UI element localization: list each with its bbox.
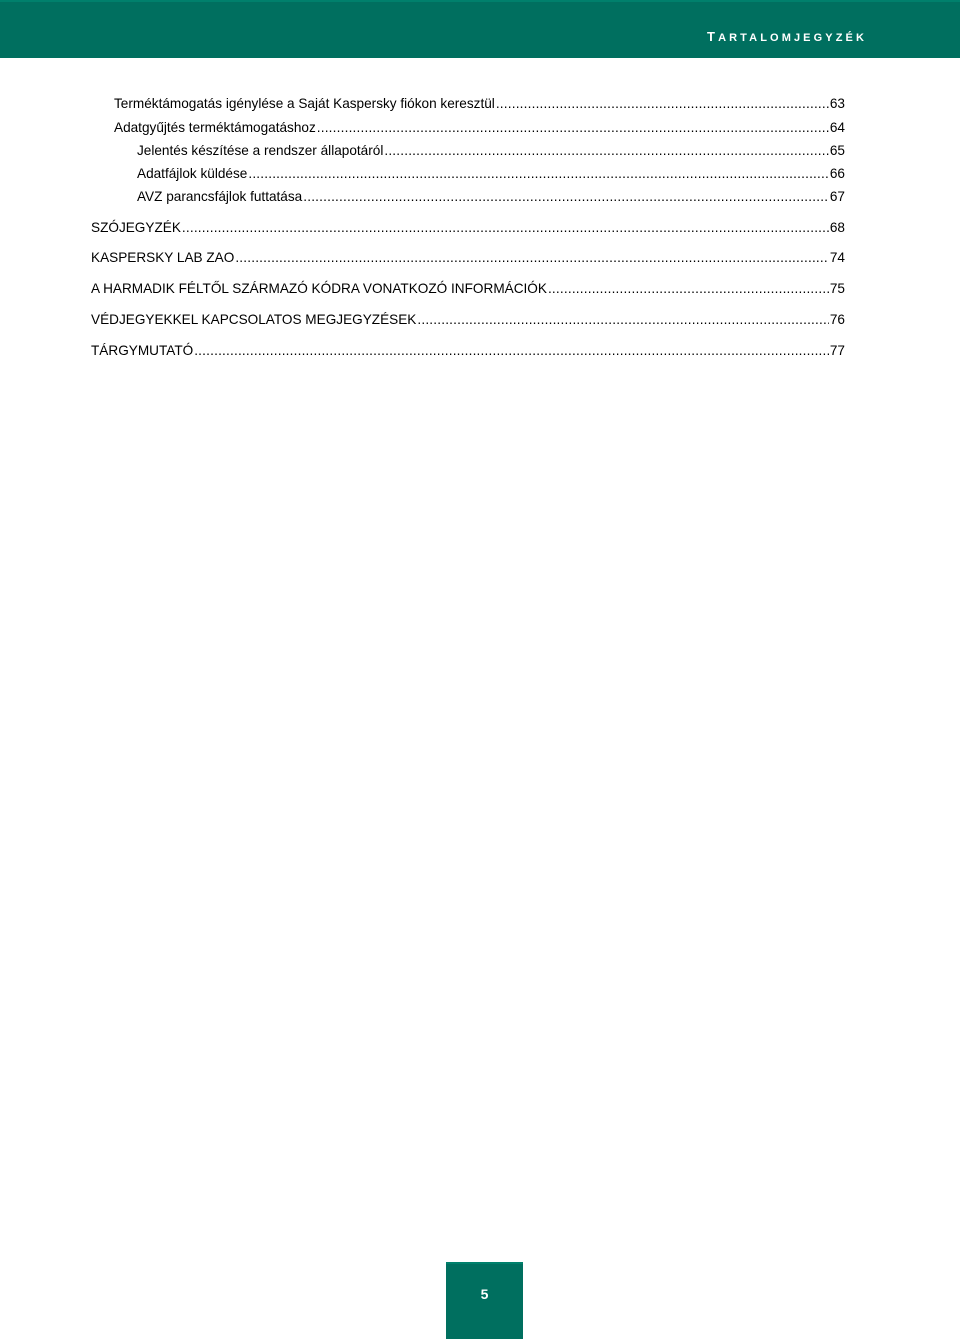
toc-entry-label: A HARMADIK FÉLTŐL SZÁRMAZÓ KÓDRA VONATKOZÓ INFORMÁCIÓK — [91, 281, 547, 296]
toc-entry-label: AVZ parancsfájlok futtatása — [137, 189, 303, 204]
toc-entry[interactable] — [91, 219, 845, 236]
page-number-box — [446, 1262, 523, 1339]
toc-entry[interactable] — [91, 311, 845, 328]
toc-entry[interactable] — [91, 280, 845, 297]
toc-entry[interactable] — [91, 249, 845, 266]
toc-leader-dots — [303, 188, 829, 205]
toc-entry-page: 74 — [829, 250, 845, 265]
toc-entry-page: 66 — [829, 166, 845, 181]
toc-entry-label: Jelentés készítése a rendszer állapotáról — [137, 143, 384, 158]
toc-entry-page: 63 — [829, 96, 845, 111]
toc-entry[interactable] — [137, 188, 845, 205]
header-band — [0, 0, 960, 58]
toc-entry[interactable] — [114, 95, 845, 112]
toc-leader-dots — [384, 142, 829, 159]
toc-entry-label: KASPERSKY LAB ZAO — [91, 250, 235, 265]
toc-leader-dots — [496, 95, 829, 112]
toc-entry-page: 76 — [829, 312, 845, 327]
toc-leader-dots — [248, 165, 829, 182]
page-number: 5 — [480, 1286, 489, 1302]
toc-entry[interactable] — [137, 142, 845, 159]
toc-entry-page: 65 — [829, 143, 845, 158]
toc-entry-page: 68 — [829, 220, 845, 235]
toc-leader-dots — [548, 280, 829, 297]
toc-leader-dots — [182, 219, 829, 236]
toc-entry-page: 67 — [829, 189, 845, 204]
toc-leader-dots — [194, 342, 829, 359]
toc-leader-dots — [417, 311, 829, 328]
toc-entry[interactable] — [114, 119, 845, 136]
header-title — [707, 29, 867, 44]
toc-entry-label: Terméktámogatás igénylése a Saját Kaspersky fiókon keresztül — [114, 96, 495, 111]
toc-entry-label: Adatfájlok küldése — [137, 166, 248, 181]
toc-leader-dots — [317, 119, 829, 136]
toc-entry-label: VÉDJEGYEKKEL KAPCSOLATOS MEGJEGYZÉSEK — [91, 312, 417, 327]
toc-entry-label: TÁRGYMUTATÓ — [91, 343, 194, 358]
toc-entry-page: 75 — [829, 281, 845, 296]
header-title-rest: ARTALOMJEGYZÉK — [718, 32, 867, 44]
toc-leader-dots — [235, 249, 829, 266]
toc-entry-page: 64 — [829, 120, 845, 135]
toc-entry[interactable] — [91, 342, 845, 359]
header-title-initial: T — [707, 29, 719, 44]
toc-entry-label: SZÓJEGYZÉK — [91, 220, 181, 235]
toc-entry-page: 77 — [829, 343, 845, 358]
toc-entry[interactable] — [137, 165, 845, 182]
toc-entry-label: Adatgyűjtés terméktámogatáshoz — [114, 120, 316, 135]
